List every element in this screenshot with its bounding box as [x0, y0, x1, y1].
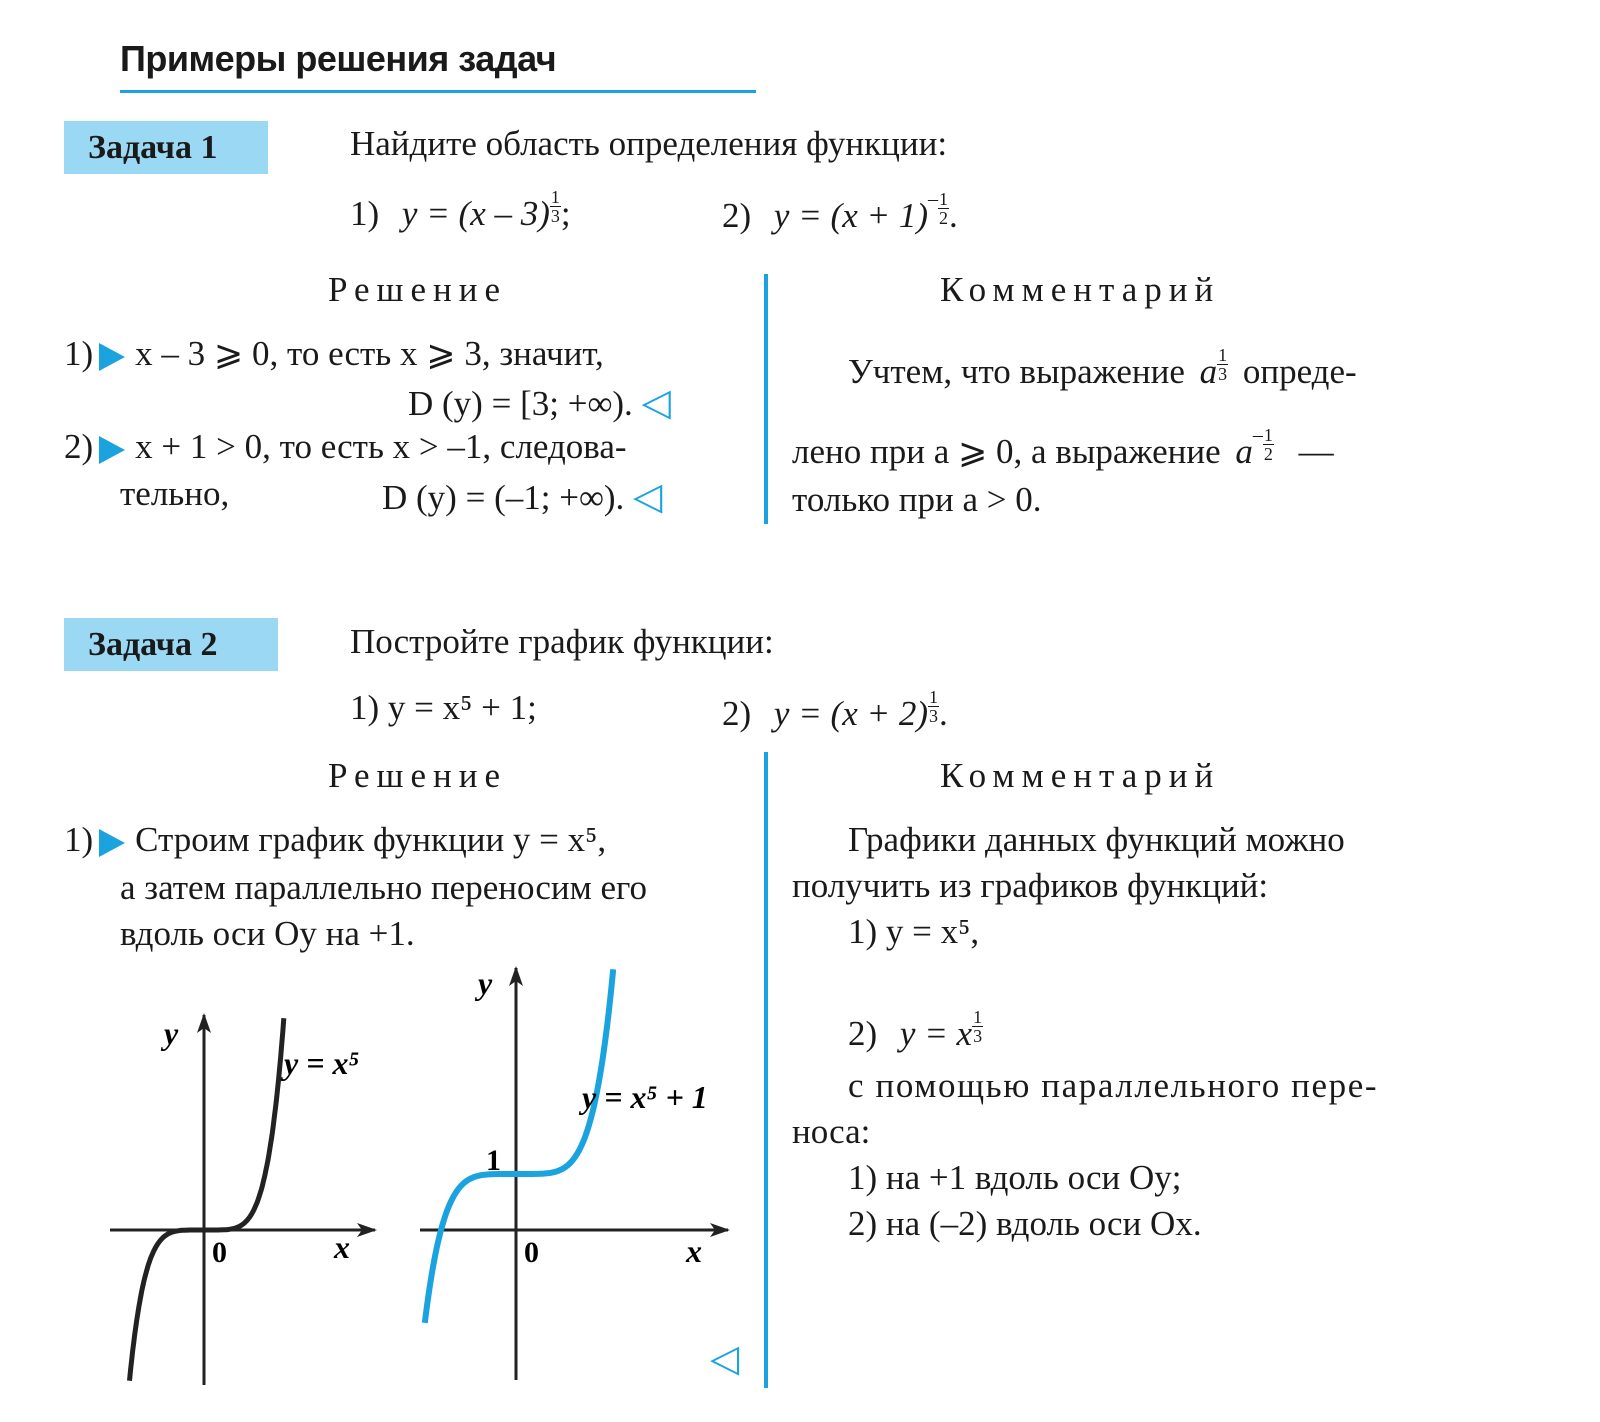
task2-prompt: Постройте график функции:	[350, 622, 774, 661]
task1-sol2-domain: D (y) = (–1; +∞).	[382, 478, 625, 517]
task1-item2-num: 2)	[722, 196, 752, 235]
task2-sol1-line3: вдоль оси Oy на +1.	[120, 914, 415, 953]
task1-item2-end: .	[949, 196, 958, 235]
task2-badge	[64, 618, 278, 671]
task1-badge	[64, 121, 268, 174]
task1-comment-a1-exponent	[1217, 346, 1228, 383]
task2-comment-shift2: 2) на (–2) вдоль оси Ox.	[848, 1204, 1202, 1243]
task2-comment-f1: 1) y = x⁵,	[848, 912, 980, 951]
graph1-origin-label: 0	[212, 1236, 227, 1269]
exp-denominator: 3	[973, 1026, 983, 1046]
task2-item2-end: .	[939, 694, 948, 733]
graph2-y-label: y	[478, 965, 493, 1001]
task1-item1-expr: y = (x – 3)	[401, 194, 550, 233]
task2-solution-title: Решение	[328, 756, 508, 795]
graph1-curve-label: y = x⁵	[284, 1045, 360, 1081]
exp-numerator: 1	[939, 189, 949, 209]
task1-item1-num: 1)	[350, 194, 380, 233]
exp-denominator: 2	[939, 208, 949, 228]
task1-comment-line1	[848, 346, 1357, 392]
task1-comment-text1b: опреде-	[1242, 352, 1357, 391]
exp-numerator: 1	[1263, 425, 1273, 445]
task2-comment-title: Комментарий	[940, 756, 1221, 795]
task1-sol2-num: 2)	[64, 427, 94, 466]
task1-item2	[722, 188, 958, 236]
task2-sol1-line1	[64, 820, 606, 860]
task1-item2-exp-sign: –	[928, 188, 939, 210]
task2-item2-num: 2)	[722, 694, 752, 733]
task1-sol2-text: x + 1 > 0, то есть x > –1, следова-	[135, 427, 627, 466]
end-triangle-icon: ◁	[633, 474, 663, 518]
task1-comment-dash: —	[1298, 432, 1334, 471]
graph1-curve	[130, 1018, 284, 1380]
exp-denominator: 3	[1218, 364, 1228, 384]
exp-numerator: 1	[550, 187, 560, 207]
task1-sol1-line1	[64, 334, 604, 374]
task2-sol1-line2: а затем параллельно переносим его	[120, 868, 648, 907]
task1-comment-a2-sign: –	[1252, 424, 1263, 446]
task1-sol1-text: x – 3 ⩾ 0, то есть x ⩾ 3, значит,	[135, 334, 604, 373]
task2-comment-line2: получить из графиков функций:	[792, 866, 1269, 905]
task1-item2-expr: y = (x + 1)	[773, 196, 929, 235]
exp-numerator: 1	[973, 1007, 983, 1027]
exp-numerator: 1	[1218, 345, 1228, 365]
graph1-y-label: y	[164, 1015, 179, 1051]
exp-denominator: 3	[550, 206, 560, 226]
graph2-x-label: x	[686, 1233, 702, 1269]
task2-comment-f2	[848, 1008, 983, 1054]
graph2-tick-1-label: 1	[486, 1144, 501, 1177]
play-triangle-icon	[99, 436, 125, 464]
exp-denominator: 3	[929, 706, 939, 726]
task1-solution-title: Решение	[328, 270, 508, 309]
task1-item2-exponent	[938, 190, 949, 227]
task2-comment-line3: с помощью параллельного пере-	[848, 1066, 1379, 1105]
graph2-origin-label: 0	[524, 1236, 539, 1269]
graph1-x-label: x	[334, 1229, 350, 1265]
exp-numerator: 1	[929, 687, 939, 707]
task2-comment-f2-exponent	[972, 1008, 983, 1045]
graph2-curve	[425, 969, 613, 1323]
graph-x5	[100, 1000, 400, 1400]
task1-prompt: Найдите область определения функции:	[350, 124, 948, 163]
task2-column-divider	[764, 752, 768, 1388]
task1-item1-exponent	[550, 188, 561, 225]
task1-comment-a2: a	[1235, 432, 1253, 471]
play-triangle-icon	[99, 829, 125, 857]
exp-denominator: 2	[1263, 444, 1273, 464]
task1-item1	[350, 188, 571, 234]
task2-comment-line1: Графики данных функций можно	[848, 820, 1345, 859]
task2-comment-f2-num: 2)	[848, 1014, 878, 1053]
task1-comment-line2	[792, 424, 1334, 472]
task1-sol2-line1	[64, 427, 627, 467]
task2-sol1-text1: Строим график функции y = x⁵,	[135, 820, 607, 859]
graph-x5-plus-1	[410, 960, 740, 1400]
task2-badge-label: Задача 2	[88, 625, 218, 663]
play-triangle-icon	[99, 343, 125, 371]
task1-comment-line3: только при a > 0.	[792, 480, 1042, 519]
task2-comment-f2-expr: y = x	[899, 1014, 973, 1053]
task1-item1-end: ;	[560, 194, 571, 233]
task1-column-divider	[764, 274, 768, 524]
task1-sol1-num: 1)	[64, 334, 94, 373]
task1-comment-text1: Учтем, что выражение	[848, 352, 1185, 391]
task2-comment-line4: носа:	[792, 1112, 871, 1151]
task1-badge-label: Задача 1	[88, 128, 218, 166]
task1-comment-text2: лено при a ⩾ 0, а выражение	[792, 432, 1221, 471]
end-triangle-icon: ◁	[710, 1336, 740, 1380]
task1-comment-title: Комментарий	[940, 270, 1221, 309]
task1-sol1-domain: D (y) = [3; +∞).	[408, 384, 633, 423]
task2-item2	[722, 688, 948, 734]
end-triangle-icon: ◁	[641, 380, 671, 424]
graph2-curve-label: y = x⁵ + 1	[582, 1079, 708, 1115]
task1-comment-a1: a	[1199, 352, 1218, 391]
section-title: Примеры решения задач	[120, 38, 557, 79]
task2-sol1-num: 1)	[64, 820, 94, 859]
task2-item2-expr: y = (x + 2)	[773, 694, 929, 733]
section-title-underline	[120, 90, 756, 93]
task2-item2-exponent	[928, 688, 939, 725]
task1-sol2-line2b	[382, 474, 662, 518]
task1-sol2-line2a: тельно,	[120, 474, 230, 513]
task2-item1: 1) y = x⁵ + 1;	[350, 688, 537, 727]
task2-comment-shift1: 1) на +1 вдоль оси Oy;	[848, 1158, 1182, 1197]
task1-sol1-line2	[408, 380, 671, 424]
task1-comment-a2-exponent	[1263, 426, 1274, 463]
